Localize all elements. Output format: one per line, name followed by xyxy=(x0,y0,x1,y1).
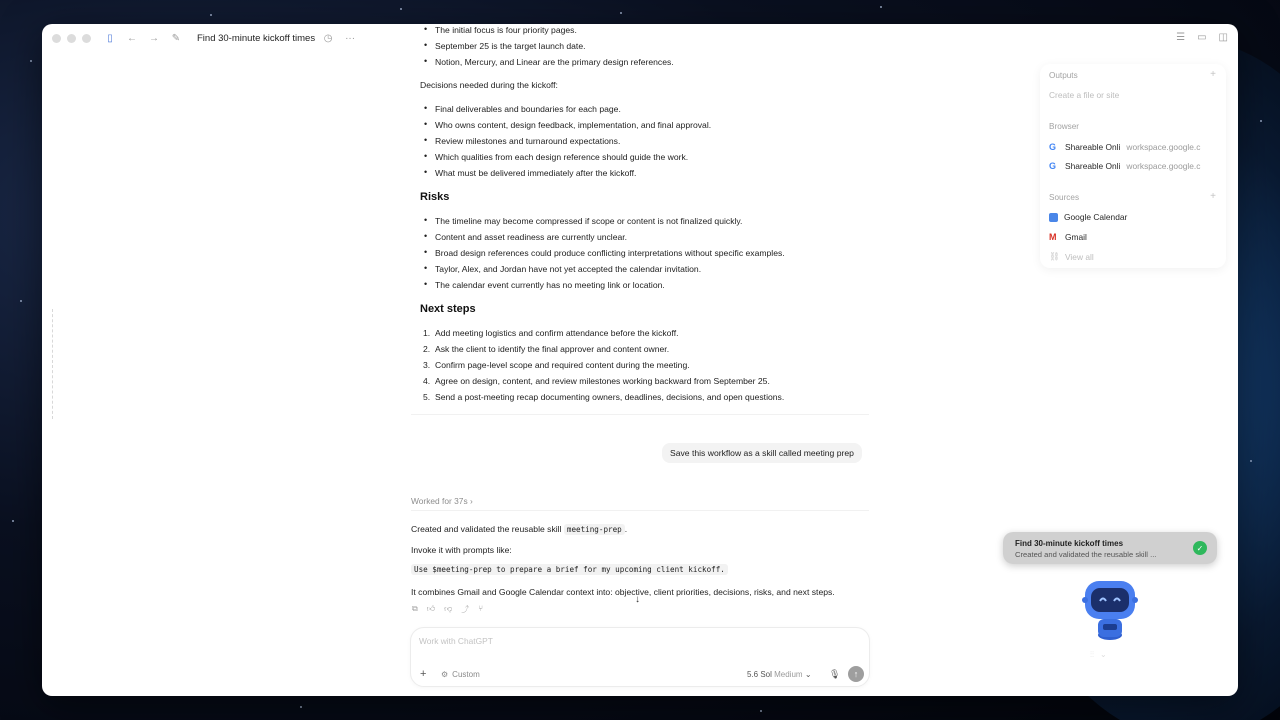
calendar-icon xyxy=(1049,213,1058,222)
list-item: • What must be delivered immediately after the kickoff. xyxy=(435,169,636,178)
list-item: • Broad design references could produce conflicting interpretations without specific examples. xyxy=(435,249,785,258)
gmail-icon: M xyxy=(1049,232,1057,242)
custom-mode-button[interactable]: ⚙ Custom xyxy=(441,670,480,679)
google-icon: G xyxy=(1049,142,1057,152)
forward-arrow-icon[interactable]: → xyxy=(149,32,159,44)
message-actions xyxy=(412,604,483,615)
checkmark-icon: ✓ xyxy=(1193,541,1207,555)
example-prompt-code: Use $meeting-prep to prepare a brief for my upcoming client kickoff. xyxy=(411,564,728,575)
list-item: • Final deliverables and boundaries for each page. xyxy=(435,105,621,114)
close-window-button[interactable] xyxy=(52,34,61,43)
decisions-intro: Decisions needed during the kickoff: xyxy=(420,80,558,90)
view-all-sources-link[interactable]: ⛓ View all xyxy=(1049,251,1094,262)
list-item: 2. Ask the client to identify the final approver and content owner. xyxy=(423,344,670,354)
message-input[interactable] xyxy=(419,636,719,646)
list-item: 4. Agree on design, content, and review milestones working backward from September 25. xyxy=(423,376,770,386)
section-divider xyxy=(411,510,869,511)
window-title: Find 30-minute kickoff times xyxy=(197,32,316,44)
layout-icon[interactable]: ▭ xyxy=(1197,32,1207,43)
copy-icon[interactable]: ⧉ xyxy=(412,604,418,613)
list-item: 3. Confirm page-level scope and required content during the meeting. xyxy=(423,360,690,370)
thumbs-up-icon[interactable]: 👍︎ xyxy=(426,604,436,613)
add-source-icon[interactable]: + xyxy=(1210,191,1216,202)
zoom-window-button[interactable] xyxy=(82,34,91,43)
create-output-button[interactable]: Create a file or site xyxy=(1049,90,1120,100)
skill-name-code: meeting-prep xyxy=(564,524,625,535)
created-skill-line: Created and validated the reusable skill meeting-prep . xyxy=(411,524,628,534)
titlebar-right-controls xyxy=(1176,32,1228,43)
send-button[interactable]: ↑ xyxy=(848,666,864,682)
share-icon[interactable]: ⤴ xyxy=(461,605,470,614)
sidebar-toggle-icon[interactable]: ▯ xyxy=(107,32,113,44)
list-item: • Who owns content, design feedback, implementation, and final approval. xyxy=(435,121,711,130)
notification-title: Find 30-minute kickoff times xyxy=(1015,539,1124,548)
window-controls xyxy=(52,34,91,43)
robot-mascot-icon[interactable] xyxy=(1081,579,1139,643)
user-message-bubble: Save this workflow as a skill called meeting prep xyxy=(662,443,862,463)
message-composer xyxy=(410,627,870,687)
list-item: • The calendar event currently has no meeting link or location. xyxy=(435,281,665,290)
mascot-controls xyxy=(1090,650,1107,660)
settings-icon: ⚙ xyxy=(441,670,449,679)
side-panel xyxy=(1040,64,1226,268)
history-icon[interactable]: ◷ xyxy=(323,32,333,44)
new-chat-icon[interactable]: ✎ xyxy=(171,32,181,44)
collapsed-sidebar-indicator xyxy=(52,309,55,419)
link-icon: ⛓ xyxy=(1049,251,1060,261)
list-item: • The initial focus is four priority pages. xyxy=(435,26,577,35)
split-view-icon[interactable]: ◫ xyxy=(1218,32,1228,43)
chevron-right-icon: › xyxy=(469,496,473,506)
google-icon: G xyxy=(1049,161,1057,171)
browser-item[interactable]: G Shareable Onli workspace.google.c xyxy=(1049,161,1201,171)
list-item: • Notion, Mercury, and Linear are the primary design references. xyxy=(435,58,674,67)
list-item: • The timeline may become compressed if scope or content is not finalized quickly. xyxy=(435,217,742,226)
worked-for-toggle[interactable]: Worked for 37s › xyxy=(411,496,473,506)
section-divider xyxy=(411,414,869,415)
app-window xyxy=(42,24,1238,696)
microphone-icon[interactable]: 🎙︎ xyxy=(829,669,841,679)
browser-item[interactable]: G Shareable Onli workspace.google.c xyxy=(1049,142,1201,152)
browser-label: Browser xyxy=(1049,122,1080,131)
panel-toggle-icon[interactable]: ☰ xyxy=(1176,32,1186,43)
waveform-icon[interactable]: ⫶⫶ xyxy=(1090,650,1094,659)
more-options-icon[interactable]: ··· xyxy=(345,32,356,44)
scroll-down-icon[interactable]: ↓ xyxy=(635,594,640,605)
source-google-calendar[interactable]: Google Calendar xyxy=(1049,212,1221,222)
titlebar xyxy=(42,24,1238,52)
list-item: 1. Add meeting logistics and confirm attendance before the kickoff. xyxy=(423,328,679,338)
back-arrow-icon[interactable]: ← xyxy=(127,32,137,44)
thumbs-down-icon[interactable]: 👎︎ xyxy=(444,604,453,613)
list-item: 5. Send a post-meeting recap documenting owners, deadlines, decisions, and open questions. xyxy=(423,392,785,402)
list-item: • September 25 is the target launch date. xyxy=(435,42,586,51)
next-steps-heading: Next steps xyxy=(420,303,476,315)
list-item: • Which qualities from each design reference should guide the work. xyxy=(435,153,688,162)
add-attachment-icon[interactable]: + xyxy=(420,668,427,680)
combines-line: It combines Gmail and Google Calendar context into: objective, client priorities, decisions, risks, and next steps. xyxy=(411,587,835,597)
list-item: • Review milestones and turnaround expectations. xyxy=(435,137,620,146)
task-notification[interactable] xyxy=(1003,532,1217,564)
invoke-label: Invoke it with prompts like: xyxy=(411,545,512,555)
add-output-icon[interactable]: + xyxy=(1210,69,1216,80)
notification-subtitle: Created and validated the reusable skill ... xyxy=(1015,550,1157,559)
branch-icon[interactable]: ⑂ xyxy=(478,604,484,613)
risks-heading: Risks xyxy=(420,191,450,203)
chevron-down-icon[interactable]: ⌄ xyxy=(1100,650,1107,659)
model-selector[interactable]: 5.6 Sol Medium ⌄ xyxy=(747,670,812,679)
chevron-down-icon: ⌄ xyxy=(804,670,812,679)
source-gmail[interactable]: M Gmail xyxy=(1049,232,1087,242)
outputs-label: Outputs xyxy=(1049,71,1078,80)
minimize-window-button[interactable] xyxy=(67,34,76,43)
list-item: • Content and asset readiness are currently unclear. xyxy=(435,233,627,242)
list-item: • Taylor, Alex, and Jordan have not yet accepted the calendar invitation. xyxy=(435,265,701,274)
sources-label: Sources xyxy=(1049,193,1080,202)
